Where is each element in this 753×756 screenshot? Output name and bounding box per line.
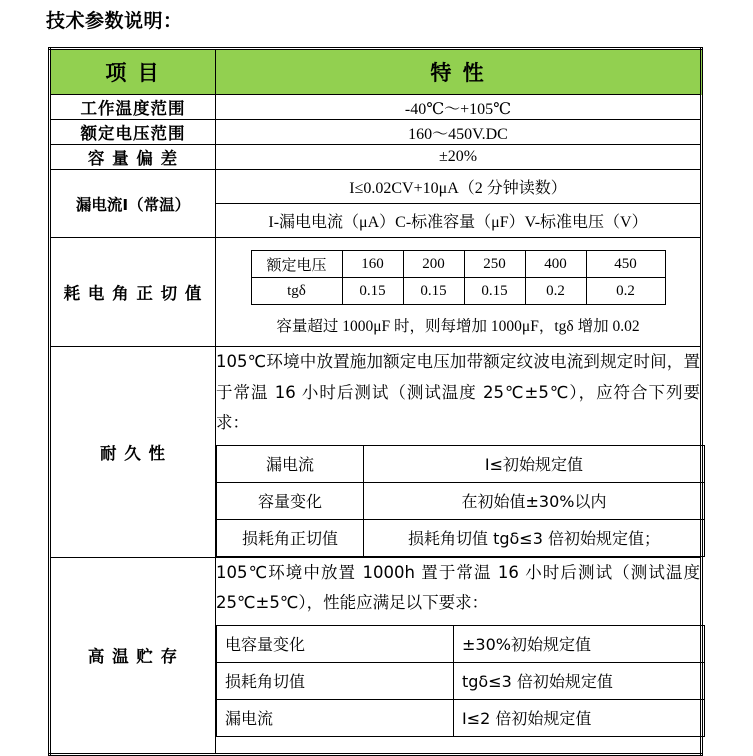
durability-requirements-table: [216, 445, 705, 557]
row-value-dissipation-factor: [216, 238, 702, 347]
table-row: [217, 519, 705, 556]
row-value-voltage-range: 160～450V.DC: [216, 120, 702, 145]
durability-req-key-2: 损耗角正切值: [217, 519, 364, 556]
row-value-high-temp-storage: [216, 557, 702, 754]
tgd-value-1: 0.15: [403, 278, 464, 305]
tgd-value-0: 0.15: [342, 278, 403, 305]
table-row: [217, 699, 705, 736]
row-label-temp-range: 工作温度范围: [50, 95, 216, 120]
durability-req-value-1: 在初始值±30%以内: [364, 482, 705, 519]
leakage-formula-row: [216, 170, 700, 204]
leakage-split-table: [216, 170, 700, 237]
tgd-voltage-4: 450: [586, 251, 665, 278]
durability-req-value-2: 损耗角切值 tgδ≤3 倍初始规定值；: [364, 519, 705, 556]
leakage-legend-row: [216, 204, 700, 238]
table-row: [217, 445, 705, 482]
header-cell-characteristic: 特 性: [216, 49, 702, 95]
leakage-formula: I≤0.02CV+10μA（2 分钟读数）: [349, 180, 567, 197]
tgd-row-header-tgd: tgδ: [251, 278, 342, 305]
tgd-voltage-0: 160: [342, 251, 403, 278]
row-label-voltage-range: 额定电压范围: [50, 120, 216, 145]
tgd-voltage-2: 250: [464, 251, 525, 278]
row-label-durability: 耐 久 性: [50, 347, 216, 558]
table-row: [217, 662, 705, 699]
table-row: [217, 625, 705, 662]
durability-req-key-0: 漏电流: [217, 445, 364, 482]
storage-req-value-0: ±30%初始规定值: [454, 625, 705, 662]
table-row: [217, 482, 705, 519]
row-value-temp-range: -40℃～+105℃: [216, 95, 702, 120]
row-value-durability: [216, 347, 702, 558]
durability-paragraph: 105℃环境中放置施加额定电压加带额定纹波电流到规定时间，置于常温 16 小时后测试（测试温度 25℃±5℃），应符合下列要求：: [216, 352, 700, 433]
tgd-value-row: [251, 278, 665, 305]
tgd-grid-wrapper: [216, 238, 700, 346]
storage-requirements-table: [216, 625, 705, 737]
tgd-value-2: 0.15: [464, 278, 525, 305]
tgd-value-3: 0.2: [525, 278, 586, 305]
storage-req-key-2: 漏电流: [217, 699, 454, 736]
tgd-voltage-1: 200: [403, 251, 464, 278]
table-row-high-temp-storage: [50, 557, 702, 754]
header-cell-item: 项 目: [50, 49, 216, 95]
table-row-dissipation-factor: [50, 238, 702, 347]
table-row-durability: [50, 347, 702, 558]
leakage-legend: I-漏电电流（μA）C-标准容量（μF）V-标准电压（V）: [216, 204, 700, 238]
storage-req-value-1: tgδ≤3 倍初始规定值: [454, 662, 705, 699]
tgd-grid: [251, 250, 666, 305]
storage-req-key-0: 电容量变化: [217, 625, 454, 662]
row-value-capacitance-tolerance: ±20%: [216, 145, 702, 170]
storage-paragraph: 105℃环境中放置 1000h 置于常温 16 小时后测试（测试温度 25℃±5℃），性能应满足以下要求：: [216, 562, 700, 613]
storage-bottom-spacer: [216, 737, 700, 753]
durability-req-value-0: I≤初始规定值: [364, 445, 705, 482]
page-title: 技术参数说明：: [46, 10, 183, 32]
tgd-voltage-3: 400: [525, 251, 586, 278]
table-header-row: [50, 49, 702, 95]
spec-table: [48, 47, 703, 756]
row-value-leakage-current: [216, 170, 702, 238]
tgd-value-4: 0.2: [586, 278, 665, 305]
storage-req-key-1: 损耗角切值: [217, 662, 454, 699]
table-row-leakage-current: [50, 170, 702, 238]
table-row-temp-range: [50, 95, 702, 120]
tgd-row-header-voltage: 额定电压: [251, 251, 342, 278]
row-label-high-temp-storage: 高 温 贮 存: [50, 557, 216, 754]
row-label-leakage-current: 漏电流I（常温）: [50, 170, 216, 238]
tgd-note: 容量超过 1000μF 时，则每增加 1000μF，tgδ 增加 0.02: [276, 318, 640, 335]
row-label-capacitance-tolerance: 容 量 偏 差: [50, 145, 216, 170]
tgd-voltage-row: [251, 251, 665, 278]
storage-req-value-2: I≤2 倍初始规定值: [454, 699, 705, 736]
row-label-dissipation-factor: 耗 电 角 正 切 值: [50, 238, 216, 347]
table-row-voltage-range: [50, 120, 702, 145]
table-row-capacitance-tolerance: [50, 145, 702, 170]
durability-req-key-1: 容量变化: [217, 482, 364, 519]
